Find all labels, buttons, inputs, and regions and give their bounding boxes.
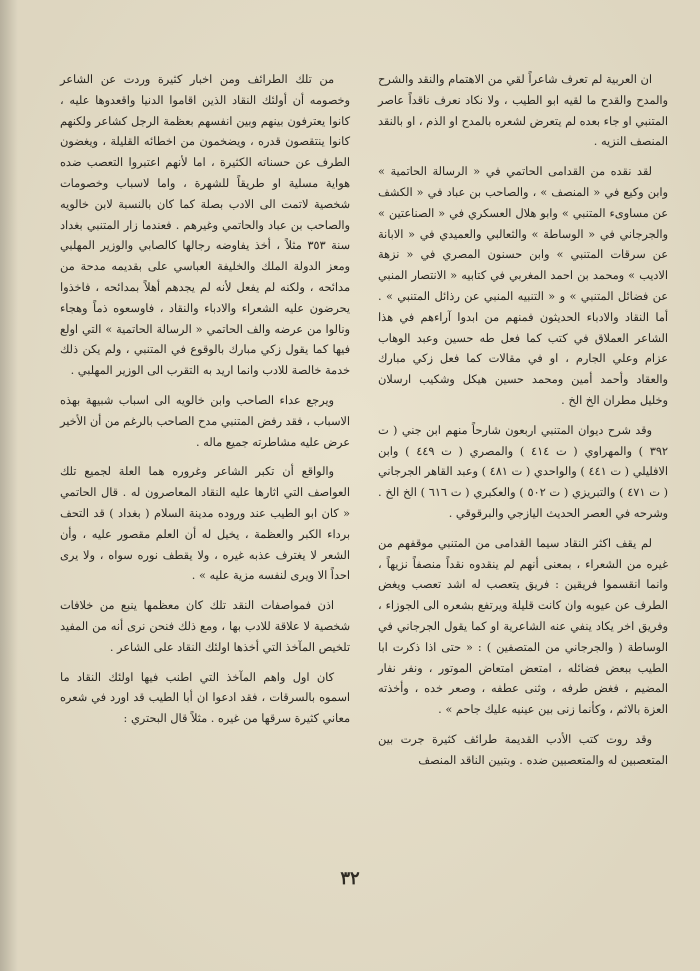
paragraph: وقد شرح ديوان المتنبي اربعون شارحاً منهم ابن جني ( ت ٣٩٢ ) والمهراوي ( ت ٤١٤ ) والمصري ( ت ٤٤٩ ) وابن الافليلي ( ت ٤٤١ ) والواحدي ( ت ٤٨١ ) وعبد القاهر الجرجاني ( ت ٤٧١ ) والتبريزي ( ت ٥٠٢ ) والعكبري ( ت ٦١٦ ) الخ الخ . وشرحه في العصر الحديث اليازجي والبرقوقي . bbox=[378, 423, 669, 520]
left-text-column bbox=[60, 70, 350, 739]
paragraph: لقد نقده من القدامى الحاتمي في « الرسالة الحاتمية » وابن وكيع في « المنصف » ، والصاحب بن عباد في « الكشف عن مساوىء المتنبي » وابو هلال العسكري في « الصناعتين » والجرجاني في « الوساطة » والثعالبي والعميدي في « الابانة عن سرقات المتنبي » وابن حسنون المصري في « نزهة الاديب » ومحمد بن احمد المغربي في كتابيه « الانتصار المنبي عن فضائل المتنبي » و « التنبيه المنبي عن رذائل المتنبي » . أما النقاد والادباء الحديثون فمنهم من ابدوا آراءهم في هذا الشاعر العملاق في كتب كما فعل طه حسين وعبد الوهاب عزام وعلي الجارم ، او في مقالات كما فعل زكي مبارك والعقاد وأحمد أمين ومحمد حسين هيكل وشكيب ارسلان وخليل مطران الخ الخ . bbox=[378, 165, 668, 407]
paragraph: والواقع أن تكبر الشاعر وغروره هما العلة لجميع تلك العواصف التي اثارها عليه النقاد المعاصرون له . قال الحاتمي « كان ابو الطيب عند وروده مدينة السلام ( بغداد ) قد التحف برداء الكبر والعظمة ، يخيل له أن العلم مقصور عليه ، وأن الشعر لا يغترف عذبه غيره ، ولا يقطف نوره سواه ، ولا يرى احداً الا ويرى لنفسه مزية عليه » . bbox=[60, 465, 350, 583]
paragraph: كان اول واهم المآخذ التي اطنب فيها اولئك النقاد ما اسموه بالسرقات ، فقد ادعوا ان أبا الطيب قد اورد في شعره معاني كثيرة سرقها من غيره . مثلاً قال البحتري : bbox=[60, 670, 350, 726]
paragraph: من تلك الطرائف ومن اخبار كثيرة وردت عن الشاعر وخصومه أن أولئك النقاد الذين اقاموا الدنيا واقعدوها عليه ، كانوا يعترفون بينهم وبين انفسهم بعظمة الرجل كشاعر ولكنهم كانوا ينتقصون قدره ، ويضخمون من اخطائه القليلة ، ويغضون الطرف عن حسناته الكثيرة ، اما لأنهم اعتبروا التعصب ضده هواية مسلية او طريقاً للشهرة ، واما لاسباب وخصومات شخصية لاتمت الى الادب بصلة كما كان بالنسبة لابن خالويه والصاحب بن عباد والحاتمي وغيرهم . فعندما زار المتنبي بغداد سنة ٣٥٣ مثلاً ، أخذ يفاوضه رجالها كالصابي والوزير المهلبي ومعز الدولة الملك والخليفة العباسي على بقديمه مدحة من مدائحه ، ولكنه لم يفعل لأنه لم يجدهم أهلاً بمدائحه ، فاخذوا يحرضون عليه الشعراء والادباء والنقاد ، فاوسعوه ذماً وهجاء ونالوا من عرضه والف الحاتمي « الرسالة الحاتمية » التي اولع فيها كما يقول زكي مبارك بالوقوع في المتنبي ، ولم يكن ذلك خدمة خالصة للادب وانما اريد به التقرب الى الوزير المهلبي . bbox=[60, 73, 350, 378]
paragraph: اذن فمواصفات النقد تلك كان معظمها ينبع من خلافات شخصية لا علاقة للادب بها ، ومع ذلك فنحن نرى أنه من المفيد تلخيص المآخذ التي أخذها اولئك النقاد على الشاعر . bbox=[60, 599, 350, 654]
paragraph: ان العربية لم تعرف شاعراً لقي من الاهتمام والنقد والشرح والمدح والقدح ما لقيه ابو الطيب ، ولا نكاد نعرف ناقداً عاصر المتنبي او جاء بعده لم يتعرض لشعره بالمدح او الذم ، او بالنقد المنصف النزيه . bbox=[378, 73, 668, 149]
paragraph: وقد روت كتب الأدب القديمة طرائف كثيرة جرت بين المتعصبين له والمتعصبين ضده . وبتبين الناقد المنصف bbox=[378, 732, 668, 767]
right-text-column bbox=[378, 70, 668, 781]
page-number: ٣٢ bbox=[340, 868, 360, 889]
page-edge-shadow bbox=[0, 0, 18, 971]
paragraph: لم يقف اكثر النقاد سيما القدامى من المتنبي موقفهم من غيره من الشعراء ، بمعنى أنهم لم ينقدوه نقداً منصفاً نزيهاً ، وانما انقسموا فريقين : فريق يتعصب له اشد تعصب ويغض الطرف عن عيوبه وان كانت قليلة ويرتفع بشعره الى الجوزاء ، وفريق اخر يكاد ينفي عنه الشاعرية او كما يقول الجرجاني في الوساطة ( والجرجاني من المتصفين ) : « حتى اذا ذكرت ابا الطيب ببعض فضائله ، امتعض امتعاض الموتور ، ونفر نفار المضيم ، فغض طرفه ، وثنى عطفه ، وصعر خده ، وأخذته العزة بالاثم ، وكأنما زنى بين عينيه عليك جاحم » . bbox=[378, 536, 668, 717]
paragraph: ويرجع عداء الصاحب وابن خالويه الى اسباب شبيهة بهذه الاسباب ، فقد رفض المتنبي مدح الصاحب بالرغم من أن الأخير عرض عليه مشاطرته جميع ماله . bbox=[60, 393, 350, 449]
